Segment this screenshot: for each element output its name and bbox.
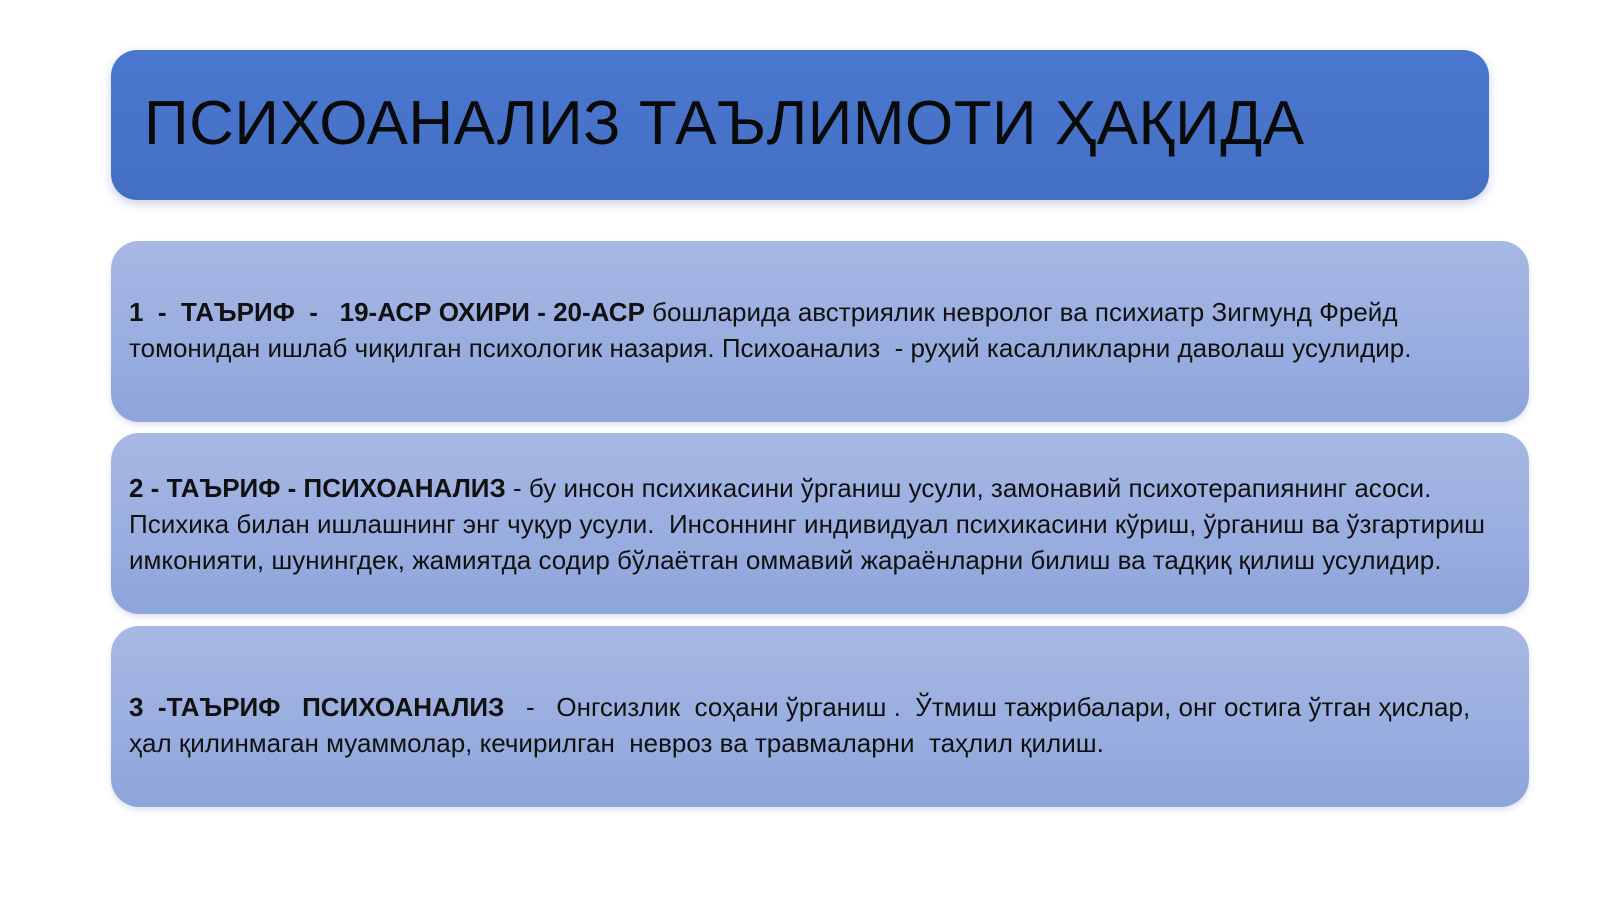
- definition-text-1: бошларида австриялик невролог ва психиатр Зигмунд Фрейд томонидан ишлаб чиқилган психологик назария. Психоанализ - руҳий касалликларни даволаш усулидир.: [129, 296, 1412, 363]
- definition-label-3: 3 -ТАЪРИФ ПСИХОАНАЛИЗ: [129, 691, 505, 722]
- definition-text-3: - Онгсизлик соҳани ўрганиш . Ўтмиш тажрибалари, онг остига ўтган ҳислар, ҳал қилинмаган муаммолар, кечирилган невроз ва травмаларни таҳлил қилиш.: [129, 691, 1478, 758]
- definition-box-3: [111, 626, 1529, 807]
- definition-paragraph-2: [129, 470, 1501, 578]
- definition-box-1: [111, 241, 1529, 422]
- title-box: [111, 50, 1489, 200]
- definition-text-2: - бу инсон психикасини ўрганиш усули, замонавий психотерапиянинг асоси. Психика билан ишлашнинг энг чуқур усули. Инсоннинг индивидуал психикасини кўриш, ўрганиш ва ўзгартириш имконияти, шунингдек, жамиятда содир бўлаётган оммавий жараёнларни билиш ва тадқиқ қилиш усулидир.: [129, 472, 1493, 575]
- definition-label-2: 2 - ТАЪРИФ - ПСИХОАНАЛИЗ: [129, 472, 506, 503]
- definition-label-1: 1 - ТАЪРИФ - 19-АСР ОХИРИ - 20-АСР: [129, 296, 645, 327]
- definition-paragraph-3: [129, 689, 1501, 761]
- definition-paragraph-1: [129, 294, 1501, 366]
- definition-box-2: [111, 433, 1529, 614]
- slide-title: ПСИХОАНАЛИЗ ТАЪЛИМОТИ ҲАҚИДА: [144, 88, 1305, 158]
